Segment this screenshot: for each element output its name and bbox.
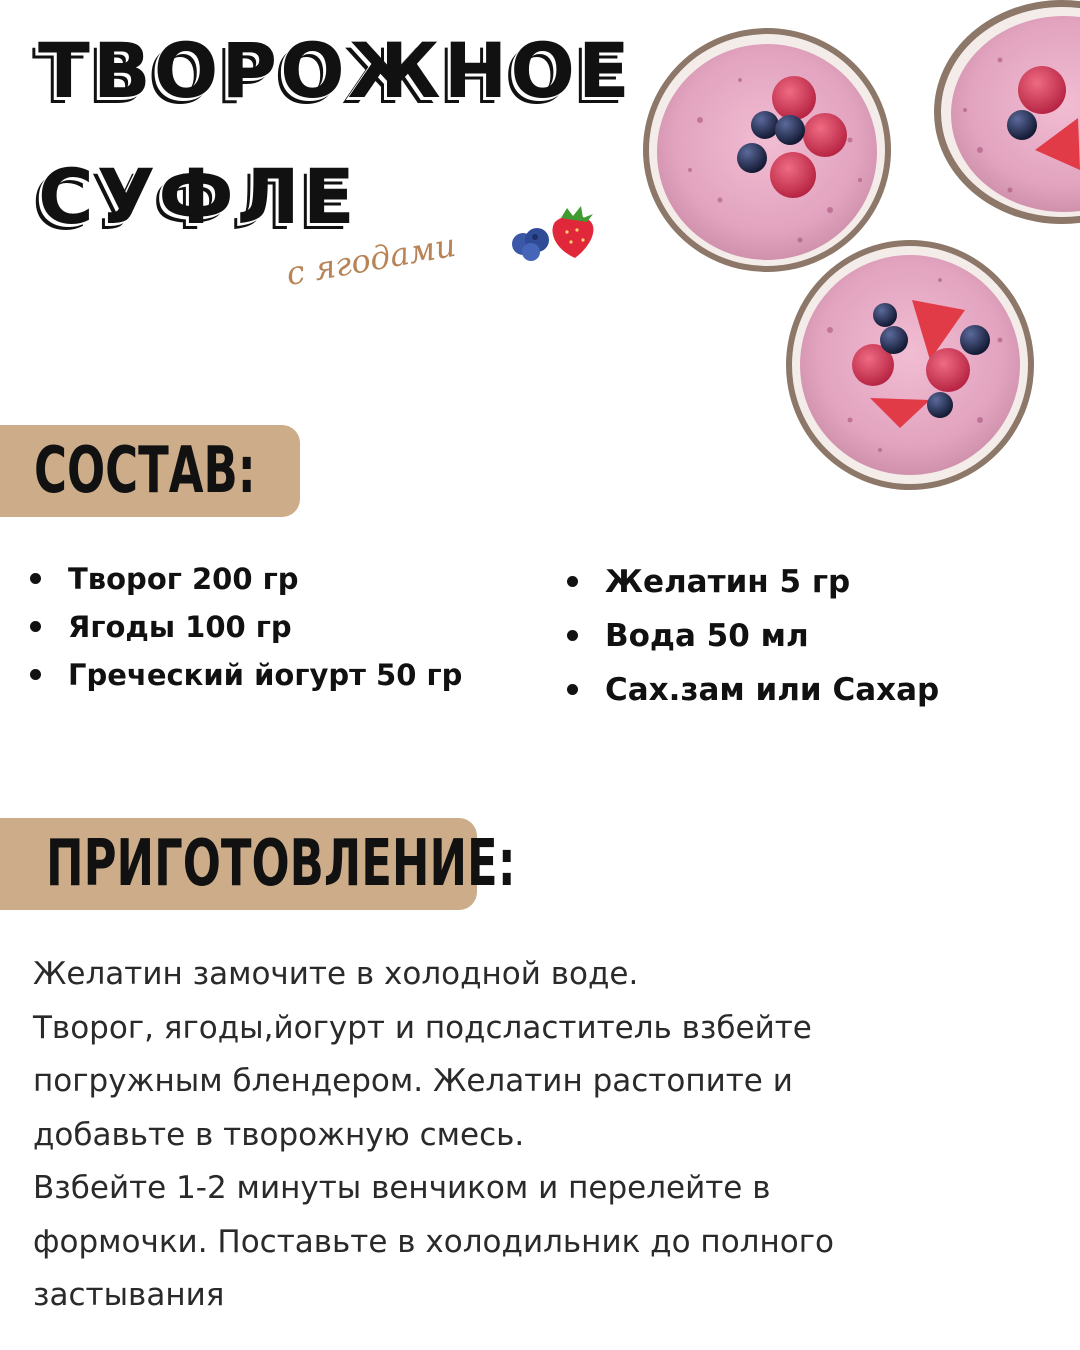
preparation-badge (0, 818, 516, 910)
title-line-1: ТВОРОЖНОЕ (38, 26, 633, 115)
list-item: Вода 50 мл (567, 609, 939, 663)
list-item: Ягоды 100 гр (30, 603, 462, 651)
preparation-text (33, 948, 1053, 1323)
ingredients-list-right (567, 555, 939, 717)
preparation-line: Взбейте 1-2 минуты венчиком и перелейте в (33, 1170, 771, 1206)
ingredients-badge (0, 425, 300, 517)
ingredients-heading: СОСТАВ: (34, 434, 256, 508)
preparation-line: добавьте в творожную смесь. (33, 1116, 525, 1153)
title-line-2: СУФЛЕ (38, 152, 358, 241)
preparation-line: формочки. Поставьте в холодильник до полного (33, 1223, 834, 1260)
souffle-bowl-3 (786, 240, 1034, 490)
preparation-line: погружным блендером. Желатин растопите и (33, 1063, 793, 1099)
preparation-line: Желатин замочите в холодной воде. (33, 956, 639, 992)
list-item: Творог 200 гр (30, 555, 462, 603)
preparation-heading: ПРИГОТОВЛЕНИЕ: (46, 827, 516, 901)
preparation-line: Творог, ягоды,йогурт и подсластитель взбейте (33, 1009, 812, 1046)
list-item: Сах.зам или Сахар (567, 663, 939, 717)
souffle-bowl-2 (934, 0, 1080, 224)
list-item: Желатин 5 гр (567, 555, 939, 609)
subtitle: с ягодами (283, 225, 459, 293)
list-item: Греческий йогурт 50 гр (30, 651, 462, 699)
souffle-bowl-1 (643, 28, 891, 272)
ingredients-list-left (30, 555, 462, 699)
preparation-line: застывания (33, 1277, 225, 1313)
